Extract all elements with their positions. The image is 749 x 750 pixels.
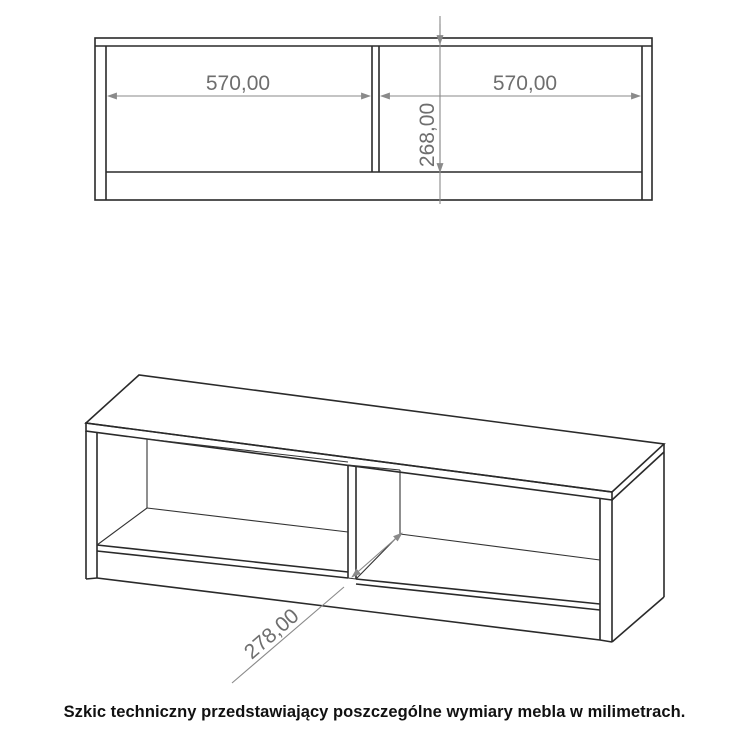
front-outer-outline	[95, 38, 652, 200]
shelf-right-front-bottom	[356, 584, 600, 610]
dimension-line-depth	[352, 533, 402, 577]
base-divider-bottom	[348, 578, 356, 579]
shelf-left-front-bottom	[97, 551, 348, 578]
front-view	[95, 16, 652, 204]
right-side-bottom	[612, 597, 664, 642]
right-side-bottom-front	[600, 640, 612, 642]
perspective-view	[86, 375, 664, 683]
dimension-label-right-width: 570,00	[492, 72, 558, 95]
dimension-label-left-width: 570,00	[205, 72, 271, 95]
shelf-left-depth	[97, 508, 147, 545]
shelf-left-back-edge	[147, 508, 348, 532]
dimension-label-height: 268,00	[416, 102, 439, 168]
shelf-right-front-top	[356, 579, 600, 604]
left-side-bottom	[86, 578, 97, 579]
shelf-right-back-edge	[400, 534, 600, 560]
back-inner-top-edge	[147, 439, 348, 462]
base-front-bottom	[97, 578, 600, 640]
caption: Szkic techniczny przedstawiający poszczególne wymiary mebla w milimetrach.	[63, 703, 686, 721]
top-surface	[86, 375, 664, 492]
dimension-label-depth: 278,00	[239, 604, 304, 664]
shelf-left-front-top	[97, 545, 348, 572]
top-right-edge-lower	[612, 452, 664, 500]
top-front-edge	[86, 423, 612, 500]
